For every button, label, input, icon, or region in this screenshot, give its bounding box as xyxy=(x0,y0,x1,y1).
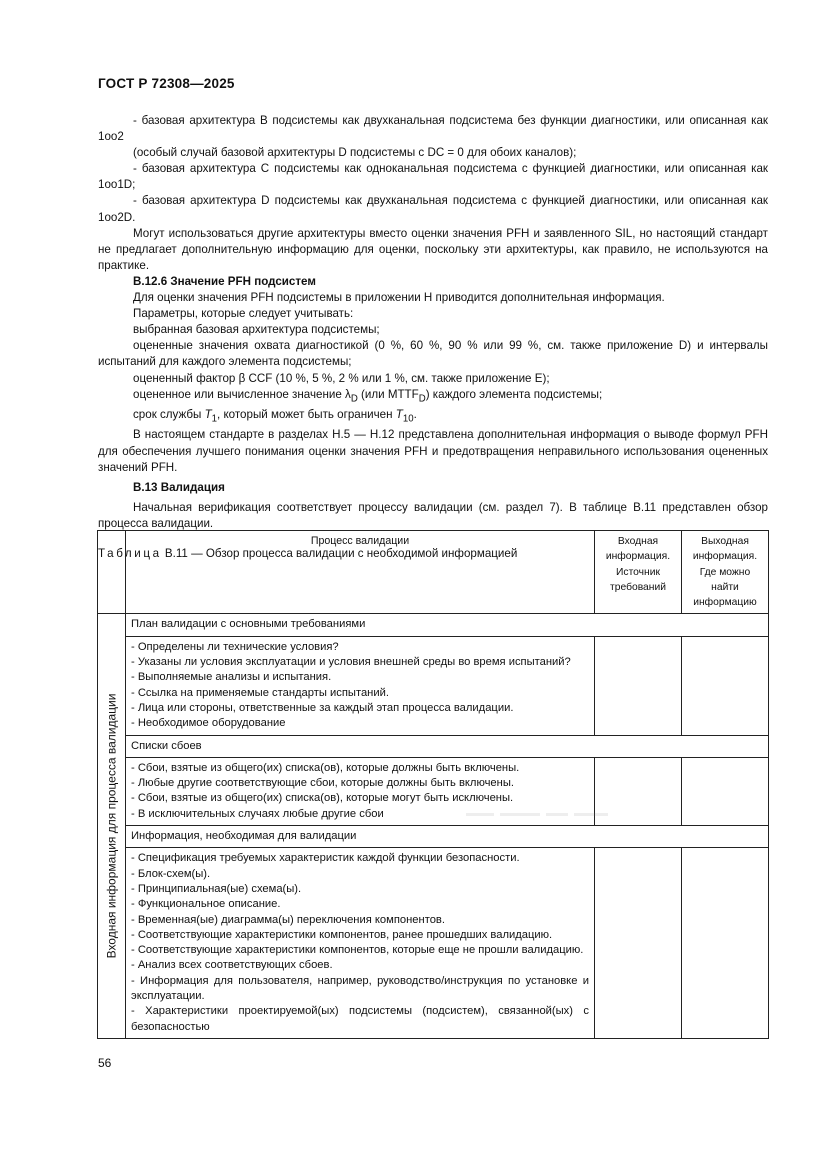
output-cell xyxy=(682,848,769,1039)
header-output: Выходная информация. Где можно найти информацию xyxy=(682,531,769,614)
list-item: - Временная(ые) диаграмма(ы) переключения компонентов. xyxy=(131,913,445,926)
subscript: 10 xyxy=(402,413,414,425)
section-title-row xyxy=(98,735,769,757)
paragraph: В настоящем стандарте в разделах Н.5 — Н.12 представлена дополнительная информация о выводе формул PFH для обеспечения лучшего понимания оценки значения PFH и предотвращения неправильного использования оцененных значений PFH. xyxy=(98,428,768,474)
list-item: - Спецификация требуемых характеристик каждой функции безопасности. xyxy=(131,852,520,865)
faint-watermark xyxy=(466,808,626,822)
paragraph xyxy=(98,387,768,407)
paragraph: оцененные значения охвата диагностикой (0 %, 60 %, 90 % или 99 %, см. также приложение D) и интервалы испытаний для каждого элемента подсистемы; xyxy=(98,339,768,369)
paragraph: оцененный фактор β CCF (10 %, 5 %, 2 % или 1 %, см. также приложение E); xyxy=(133,371,550,385)
list-item: - В исключительных случаях любые другие сбои xyxy=(131,807,384,820)
text: срок службы xyxy=(133,408,205,421)
header-cell-empty xyxy=(98,531,126,614)
list-item: - Соответствующие характеристики компонентов, ранее прошедших валидацию. xyxy=(131,928,553,941)
subscript: D xyxy=(418,392,426,404)
page-number: 56 xyxy=(98,1056,112,1070)
side-label: Входная информация для процесса валидации xyxy=(103,693,118,959)
list-item: - Соответствующие характеристики компонентов, которые еще не прошли валидацию. xyxy=(131,944,584,957)
paragraph: - базовая архитектура D подсистемы как двухканальная подсистема с функцией диагностики, или описанная как 1оо2D. xyxy=(98,194,768,224)
list-item: - Информация для пользователя, например, руководство/инструкция по установке и эксплуатации. xyxy=(131,974,589,1003)
paragraph: Могут использоваться другие архитектуры вместо оценки значения PFH и заявленного SIL, но настоящий стандарт не предлагает дополнительную информацию для оценки, поскольку эти архитектуры, как правило, не используются на практике. xyxy=(98,226,768,272)
body-text xyxy=(98,113,768,562)
section-title-row xyxy=(98,826,769,848)
list-item: - Определены ли технические условия? xyxy=(131,640,339,653)
input-cell xyxy=(595,848,682,1039)
paragraph: Для оценки значения PFH подсистемы в приложении Н приводится дополнительная информация. xyxy=(133,291,665,305)
list-item: - Ссылка на применяемые стандарты испытаний. xyxy=(131,686,389,699)
text: , который может быть ограничен xyxy=(217,408,396,421)
list-item: - Необходимое оборудование xyxy=(131,717,286,730)
section-heading: В.12.6 Значение PFH подсистем xyxy=(133,274,316,288)
table-row xyxy=(98,757,769,825)
text: . xyxy=(413,408,417,421)
section-items xyxy=(126,636,595,735)
list-item: - Анализ всех соответствующих сбоев. xyxy=(131,959,333,972)
caption-text: В.11 — Обзор процесса валидации с необходимой информацией xyxy=(161,546,518,560)
output-cell xyxy=(682,757,769,825)
table-header-row xyxy=(98,531,769,614)
list-item: - Лица или стороны, ответственные за каждый этап процесса валидации. xyxy=(131,701,514,714)
paragraph: (особый случай базовой архитектуры D подсистемы с DC = 0 для обоих каналов); xyxy=(133,146,577,160)
document-id: ГОСТ Р 72308—2025 xyxy=(98,76,235,91)
list-item: - Принципиальная(ые) схема(ы). xyxy=(131,882,302,895)
table-row xyxy=(98,848,769,1039)
text: ) каждого элемента подсистемы; xyxy=(425,387,603,401)
list-item: - Блок-схем(ы). xyxy=(131,867,211,880)
paragraph xyxy=(98,407,768,427)
list-item: - Сбои, взятые из общего(их) списка(ов), которые должны быть включены. xyxy=(131,761,520,774)
header-process: Процесс валидации xyxy=(126,531,595,614)
symbol: T xyxy=(395,408,403,421)
paragraph: Параметры, которые следует учитывать: xyxy=(133,307,354,321)
section-items xyxy=(126,848,595,1039)
subscript: 1 xyxy=(211,413,218,425)
list-item: - Выполняемые анализы и испытания. xyxy=(131,671,332,684)
table-row xyxy=(98,636,769,735)
input-cell xyxy=(595,636,682,735)
subscript: D xyxy=(350,392,358,404)
header-input: Входная информация. Источник требований xyxy=(595,531,682,614)
side-label-cell xyxy=(98,614,126,1038)
list-item: - Указаны ли условия эксплуатации и условия внешней среды во время испытаний? xyxy=(131,656,571,669)
output-cell xyxy=(682,636,769,735)
caption-prefix: Таблица xyxy=(98,546,162,560)
paragraph: - базовая архитектура В подсистемы как двухканальная подсистема без функции диагностики, или описанная как 1оо2 xyxy=(98,114,768,144)
symbol: T xyxy=(204,408,212,421)
paragraph: - базовая архитектура С подсистемы как одноканальная подсистема с функцией диагностики, или описанная как 1оо1D; xyxy=(98,162,768,192)
paragraph: Начальная верификация соответствует процессу валидации (см. раздел 7). В таблице В.11 представлен обзор процесса валидации. xyxy=(98,500,768,530)
list-item: - Характеристики проектируемой(ых) подсистемы (подсистем), связанной(ых) с безопасностью xyxy=(131,1005,589,1033)
validation-table xyxy=(97,530,769,1039)
section-title: Информация, необходимая для валидации xyxy=(126,826,769,848)
text: (или MTTF xyxy=(357,387,419,401)
section-title-row xyxy=(98,614,769,636)
paragraph: выбранная базовая архитектура подсистемы; xyxy=(133,323,380,337)
list-item: - Любые другие соответствующие сбои, которые должны быть включены. xyxy=(131,777,514,790)
list-item: - Функциональное описание. xyxy=(131,898,281,911)
section-title: Списки сбоев xyxy=(126,735,769,757)
list-item: - Сбои, взятые из общего(их) списка(ов), которые могут быть исключены. xyxy=(131,792,514,805)
section-heading: В.13 Валидация xyxy=(133,480,225,494)
section-title: План валидации с основными требованиями xyxy=(126,614,769,636)
text: оцененное или вычисленное значение λ xyxy=(133,387,351,401)
